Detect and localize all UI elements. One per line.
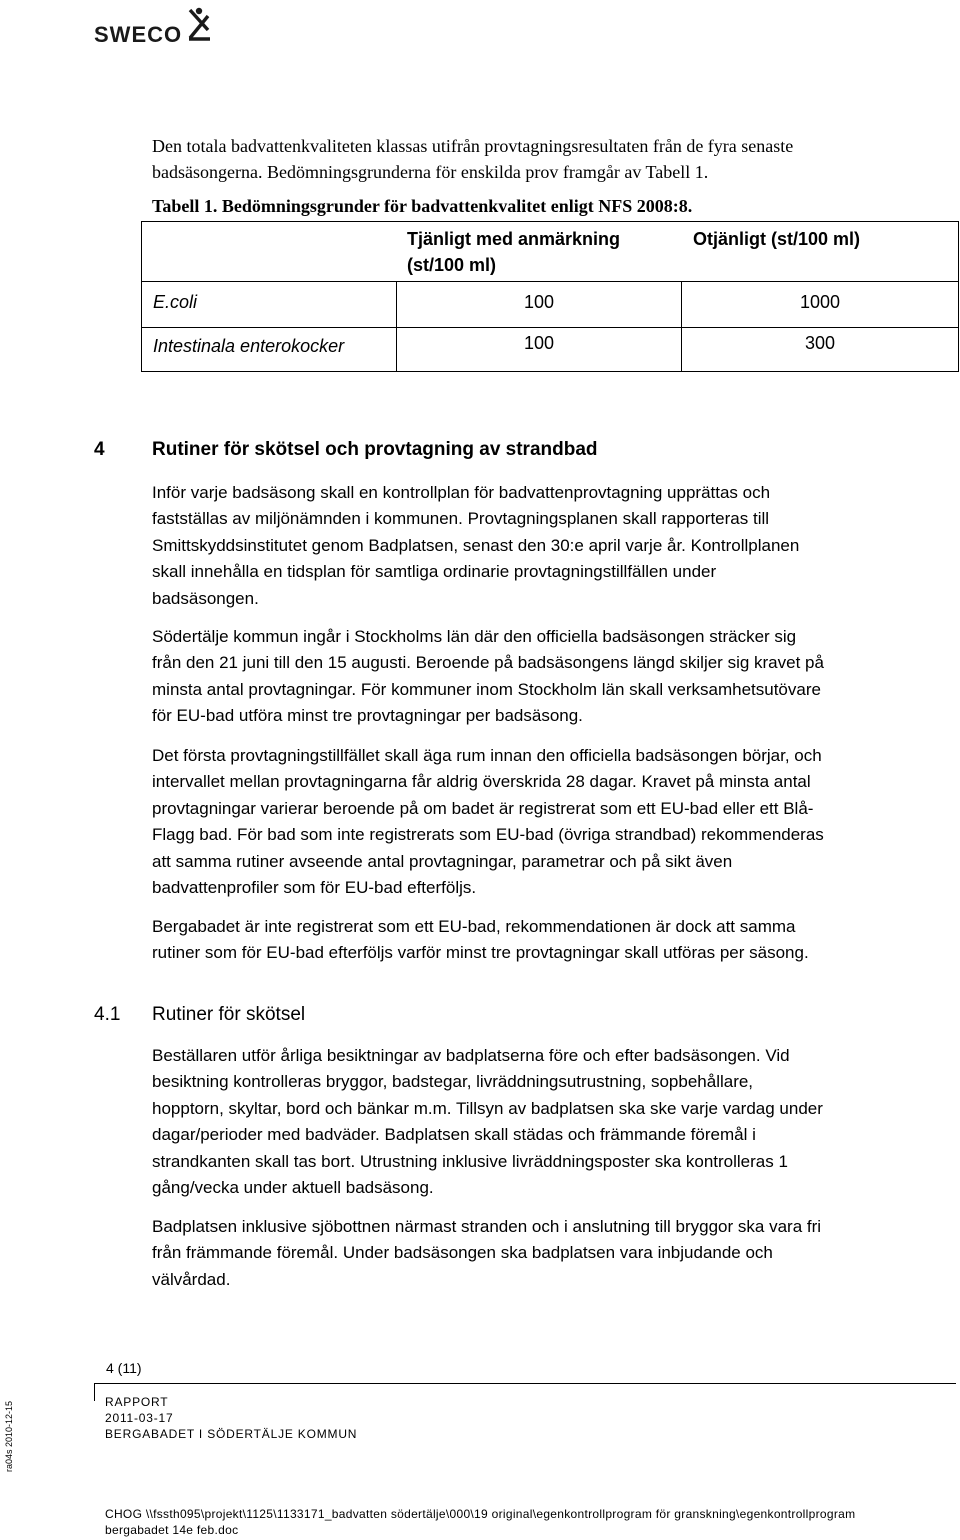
section-4-paragraph xyxy=(152,743,952,901)
paragraph-line: från främmande föremål. Under badsäsongen ska badplatsen vara inbjudande och xyxy=(152,1243,773,1263)
section-4-paragraph xyxy=(152,914,952,967)
paragraph-line: rutiner som för EU-bad efterföljs varför minst tre provtagningar skall utföras per säsong. xyxy=(152,943,809,963)
bathing-water-table xyxy=(141,221,959,372)
section-4-1-title: Rutiner för skötsel xyxy=(152,1004,306,1025)
paragraph-line: skall innehålla en tidsplan för samtliga ordinarie provtagningstillfällen under xyxy=(152,562,717,582)
paragraph-line: hopptorn, skyltar, bord och bänkar m.m. Tillsyn av badplatsen ska ske varje vardag under xyxy=(152,1098,823,1118)
table-caption: Tabell 1. Bedömningsgrunder för badvattenkvalitet enligt NFS 2008:8. xyxy=(152,196,693,216)
paragraph-line: gång/vecka under aktuell badsäsong. xyxy=(152,1178,434,1198)
table-header-otjanligt: Otjänligt (st/100 ml) xyxy=(693,229,861,249)
row-label-enterokocker: Intestinala enterokocker xyxy=(153,336,345,356)
intro-line: badsäsongerna. Bedömningsgrunderna för enskilda prov framgår av Tabell 1. xyxy=(152,162,709,182)
footer-divider xyxy=(94,1383,956,1384)
table-cell: 300 xyxy=(804,333,836,353)
section-4-paragraph xyxy=(152,624,952,730)
paragraph-line: att samma rutiner avseende antal provtagningar, parametrar och på sikt även xyxy=(152,851,733,871)
footer-project: BERGABADET I SÖDERTÄLJE KOMMUN xyxy=(105,1427,358,1441)
paragraph-line: badvattenprofiler som för EU-bad efterföljs. xyxy=(152,878,477,898)
logo-text: SWECO xyxy=(94,22,183,47)
paragraph-line: provtagningar varierar beroende på om badet är registrerat som ett EU-bad eller ett Blå- xyxy=(152,798,814,818)
table-cell: 1000 xyxy=(799,292,841,312)
footer-divider-tick xyxy=(94,1383,95,1401)
section-4-paragraph xyxy=(152,480,952,612)
paragraph-line: för EU-bad utföra minst tre provtagningar per badsäsong. xyxy=(152,706,583,726)
paragraph-line: badsäsongen. xyxy=(152,588,259,608)
section-4-1-paragraph xyxy=(152,1043,952,1201)
page-number: 4 (11) xyxy=(106,1360,142,1376)
paragraph-line: Inför varje badsäsong skall en kontrollplan för badvattenprovtagning upprättas och xyxy=(152,483,771,502)
paragraph-line: dagar/perioder med badväder. Badplatsen skall städas och främmande föremål i xyxy=(152,1125,756,1145)
row-label-ecoli: E.coli xyxy=(153,292,198,312)
footer-date: 2011-03-17 xyxy=(105,1411,174,1425)
paragraph-line: besiktning kontrolleras bryggor, badstegar, livräddningsutrustning, sopbehållare, xyxy=(152,1072,754,1092)
paragraph-line: Flagg bad. För bad som inte registrerats som EU-bad (övriga strandbad) rekommenderas xyxy=(152,825,824,845)
intro-line: Den totala badvattenkvaliteten klassas utifrån provtagningsresultaten från de fyra senaste xyxy=(152,136,794,156)
paragraph-line: välvårdad. xyxy=(152,1269,231,1289)
paragraph-line: Bergabadet är inte registrerat som ett EU-bad, rekommendationen är dock att samma xyxy=(152,917,796,936)
section-4-title: Rutiner för skötsel och provtagning av strandbad xyxy=(152,439,598,460)
file-path-line: bergabadet 14e feb.doc xyxy=(105,1523,239,1537)
section-4-number: 4 xyxy=(94,439,105,460)
paragraph-line: Smittskyddsinstitutet genom Badplatsen, senast den 30:e april varje år. Kontrollplanen xyxy=(152,535,800,555)
paragraph-line: fastställas av miljönämnden i kommunen. Provtagningsplanen skall rapporteras till xyxy=(152,509,770,529)
sweco-logo-icon xyxy=(186,6,212,42)
file-path-line: CHOG \\fssth095\projekt\1125\1133171_badvatten södertälje\000\19 original\egenkontrollprogram för granskning\egenkontrollprogram xyxy=(105,1507,856,1521)
paragraph-line: minsta antal provtagningar. För kommuner inom Stockholm län skall verksamhetsutövare xyxy=(152,679,821,699)
table-header-tjanligt: Tjänligt med anmärkning (st/100 ml) xyxy=(407,229,621,275)
sweco-logo xyxy=(94,4,234,48)
paragraph-line: Det första provtagningstillfället skall äga rum innan den officiella badsäsongen börjar, och xyxy=(152,746,822,765)
section-4-1-number: 4.1 xyxy=(94,1004,121,1025)
footer-doc-type: RAPPORT xyxy=(105,1395,169,1409)
paragraph-line: strandkanten skall tas bort. Utrustning inklusive livräddningsposter ska kontrolleras 1 xyxy=(152,1151,788,1171)
paragraph-line: intervallet mellan provtagningarna får aldrig överskrida 28 dagar. Kravet på minsta antal xyxy=(152,772,811,792)
paragraph-line: Södertälje kommun ingår i Stockholms län där den officiella badsäsongen sträcker sig xyxy=(152,627,797,646)
template-side-tag: ra04s 2010-12-15 xyxy=(4,1400,14,1472)
table-cell: 100 xyxy=(523,292,555,312)
file-path xyxy=(105,1506,955,1538)
paragraph-line: från den 21 juni till den 15 augusti. Beroende på badsäsongens längd skiljer sig kravet på xyxy=(152,653,824,673)
table-cell: 100 xyxy=(523,333,555,353)
paragraph-line: Beställaren utför årliga besiktningar av badplatserna före och efter badsäsongen. Vid xyxy=(152,1046,790,1065)
paragraph-line: Badplatsen inklusive sjöbottnen närmast stranden och i anslutning till bryggor ska vara fri xyxy=(152,1217,822,1236)
intro-paragraph xyxy=(152,133,960,185)
section-4-1-paragraph xyxy=(152,1214,952,1293)
